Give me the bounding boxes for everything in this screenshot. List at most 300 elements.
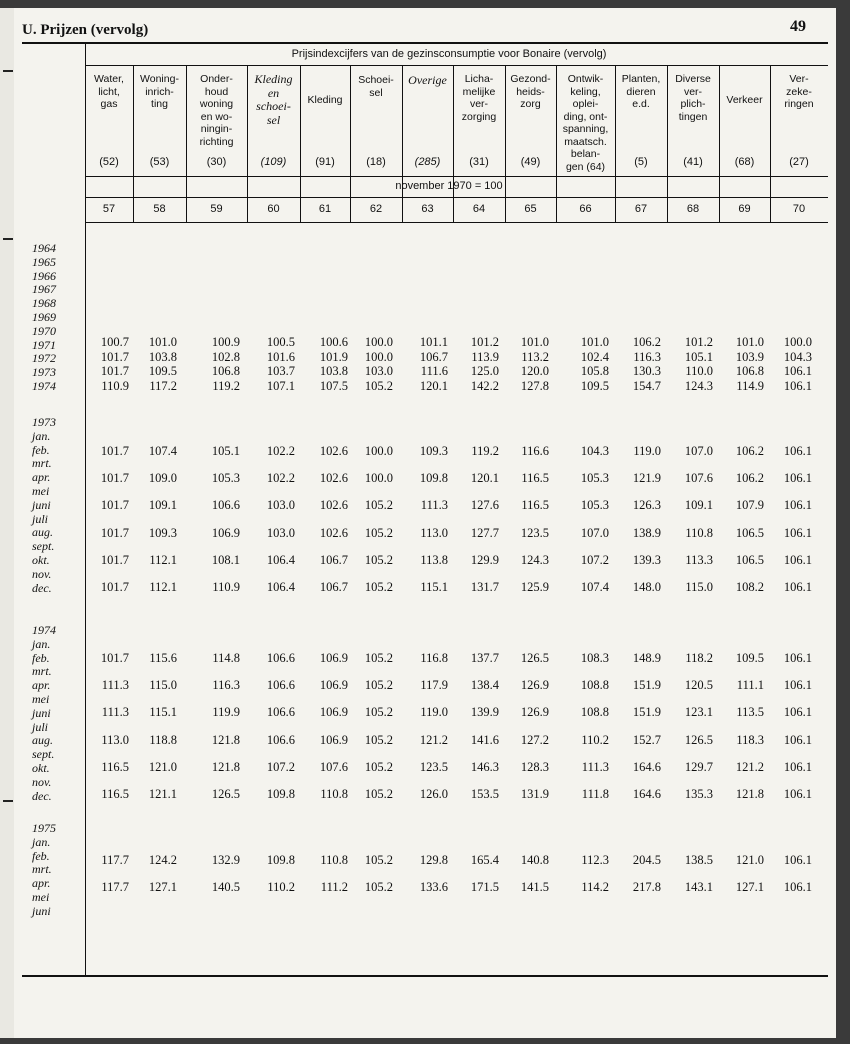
- table-cell: 106.1: [783, 678, 812, 693]
- column-number: 68: [686, 203, 700, 215]
- table-cell: 102.6: [319, 498, 348, 513]
- table-cell: 107.0: [684, 444, 713, 458]
- table-cell: 127.6: [470, 498, 499, 513]
- table-cell: 103.7: [266, 364, 295, 378]
- table-cell: 109.5: [580, 378, 609, 393]
- month-labels-1973: 1973 jan. feb. mrt. apr. mei juni juli aug. sept. okt. nov. dec.: [32, 415, 56, 595]
- table-cell: 129.8: [419, 853, 448, 867]
- table-cell: 115.0: [149, 678, 177, 693]
- table-cell: 105.2: [364, 498, 393, 513]
- table-cell: 106.6: [266, 705, 295, 720]
- table-cell: 151.9: [632, 705, 661, 720]
- table-cell: 101.0: [148, 335, 177, 349]
- column-header-label: Planten, dieren e.d.: [621, 73, 661, 110]
- table-cell: 101.7: [100, 471, 129, 486]
- column-weight: (30): [206, 156, 227, 168]
- table-row: [0, 379, 850, 393]
- column-number: 61: [318, 203, 332, 215]
- table-row: [0, 760, 850, 774]
- horizontal-rule: [22, 975, 828, 977]
- table-cell: 100.0: [364, 335, 393, 349]
- table-cell: 107.9: [735, 498, 764, 513]
- table-cell: 113.3: [685, 552, 713, 567]
- table-cell: 121.8: [735, 787, 764, 801]
- table-cell: 165.4: [470, 853, 499, 867]
- table-cell: 108.3: [580, 651, 609, 665]
- table-cell: 101.7: [100, 349, 129, 364]
- table-cell: 116.3: [633, 349, 661, 364]
- table-cell: 110.2: [581, 732, 609, 747]
- table-cell: 111.3: [581, 759, 609, 774]
- table-cell: 119.2: [212, 378, 240, 393]
- column-number: 58: [153, 203, 166, 215]
- table-cell: 131.9: [520, 787, 549, 801]
- table-cell: 103.0: [266, 498, 295, 513]
- table-cell: 101.7: [100, 364, 129, 378]
- table-cell: 107.1: [266, 378, 295, 393]
- column-divider: [719, 65, 720, 222]
- table-cell: 105.2: [364, 853, 393, 867]
- table-cell: 126.5: [211, 787, 240, 801]
- table-cell: 171.5: [470, 880, 499, 895]
- table-cell: 106.8: [211, 364, 240, 378]
- table-cell: 137.7: [470, 651, 499, 665]
- table-cell: 120.1: [470, 471, 499, 486]
- table-cell: 126.9: [520, 678, 549, 693]
- column-weight: (52): [99, 156, 119, 168]
- table-cell: 106.5: [735, 552, 764, 567]
- binding-mark: [3, 238, 13, 240]
- table-cell: 101.7: [100, 580, 129, 594]
- column-weight: (53): [149, 156, 170, 168]
- horizontal-rule: [85, 197, 828, 198]
- column-header-label: Gezond- heids- zorg: [510, 73, 551, 110]
- table-cell: 133.6: [419, 880, 448, 895]
- table-cell: 115.1: [420, 580, 448, 594]
- table-cell: 101.7: [100, 498, 129, 513]
- table-cell: 148.0: [632, 580, 661, 594]
- column-weight: (91): [315, 156, 335, 168]
- column-weight: (49): [520, 156, 541, 168]
- table-cell: 140.5: [211, 880, 240, 895]
- table-row: [0, 733, 850, 747]
- table-cell: 124.3: [684, 378, 713, 393]
- table-cell: 109.1: [684, 498, 713, 513]
- column-header-label: Diverse ver- plich- tingen: [675, 73, 711, 123]
- table-cell: 140.8: [520, 853, 549, 867]
- table-row: [0, 787, 850, 801]
- table-cell: 101.9: [319, 349, 348, 364]
- table-row: [0, 526, 850, 540]
- table-cell: 108.8: [580, 705, 609, 720]
- column-header-label: Verkeer: [726, 94, 763, 106]
- table-cell: 110.8: [320, 787, 348, 801]
- table-cell: 128.3: [520, 759, 549, 774]
- table-cell: 106.1: [783, 787, 812, 801]
- table-cell: 111.3: [101, 705, 129, 720]
- table-cell: 100.7: [100, 335, 129, 349]
- table-cell: 107.4: [148, 444, 177, 458]
- table-cell: 113.2: [521, 349, 549, 364]
- table-cell: 105.1: [684, 349, 713, 364]
- table-row: [0, 553, 850, 567]
- table-cell: 119.9: [212, 705, 240, 720]
- column-weight: (27): [789, 156, 809, 168]
- table-row: [0, 498, 850, 512]
- column-header-label: Woning- inrich- ting: [140, 73, 179, 110]
- table-row: [0, 705, 850, 719]
- table-cell: 127.8: [520, 378, 549, 393]
- table-cell: 117.7: [101, 880, 129, 895]
- table-cell: 100.0: [783, 335, 812, 349]
- column-weight: (41): [683, 156, 703, 168]
- table-cell: 106.1: [783, 580, 812, 594]
- table-cell: 106.7: [319, 552, 348, 567]
- table-cell: 107.2: [580, 552, 609, 567]
- table-cell: 114.9: [736, 378, 764, 393]
- table-cell: 106.2: [735, 444, 764, 458]
- table-cell: 105.2: [364, 525, 393, 540]
- table-cell: 101.0: [735, 335, 764, 349]
- table-cell: 106.7: [419, 349, 448, 364]
- page-number: 49: [790, 18, 806, 35]
- table-cell: 107.6: [319, 759, 348, 774]
- table-cell: 109.8: [419, 471, 448, 486]
- table-cell: 106.1: [783, 552, 812, 567]
- table-cell: 124.3: [520, 552, 549, 567]
- table-cell: 151.9: [632, 678, 661, 693]
- table-cell: 109.1: [148, 498, 177, 513]
- column-header-label: Onder- houd woning en wo- ningin- richting: [199, 73, 234, 148]
- column-header-label: Water, licht, gas: [94, 73, 124, 110]
- table-cell: 110.9: [212, 580, 240, 594]
- table-cell: 105.2: [364, 732, 393, 747]
- table-cell: 139.9: [470, 705, 499, 720]
- table-cell: 104.3: [783, 349, 812, 364]
- table-cell: 117.9: [420, 678, 448, 693]
- table-cell: 102.2: [266, 444, 295, 458]
- table-cell: 100.0: [364, 471, 393, 486]
- table-cell: 104.3: [580, 444, 609, 458]
- table-cell: 130.3: [632, 364, 661, 378]
- table-cell: 102.8: [211, 349, 240, 364]
- table-cell: 103.0: [364, 364, 393, 378]
- table-cell: 105.2: [364, 705, 393, 720]
- table-cell: 111.6: [420, 364, 448, 378]
- table-cell: 106.6: [266, 678, 295, 693]
- table-cell: 106.1: [783, 444, 812, 458]
- column-header-label: Schoei- sel: [358, 74, 394, 99]
- table-cell: 116.5: [521, 498, 549, 513]
- table-cell: 100.0: [364, 444, 393, 458]
- table-cell: 108.1: [211, 552, 240, 567]
- month-labels-1975: 1975 jan. feb. mrt. apr. mei juni: [32, 821, 56, 918]
- table-cell: 101.2: [684, 335, 713, 349]
- table-cell: 106.9: [211, 525, 240, 540]
- table-cell: 109.3: [148, 525, 177, 540]
- table-cell: 109.8: [266, 787, 295, 801]
- table-cell: 110.2: [267, 880, 295, 895]
- column-number: 60: [267, 203, 280, 215]
- table-cell: 102.6: [319, 471, 348, 486]
- table-cell: 123.5: [419, 759, 448, 774]
- table-cell: 106.1: [783, 759, 812, 774]
- table-cell: 148.9: [632, 651, 661, 665]
- table-cell: 106.2: [735, 471, 764, 486]
- table-cell: 102.2: [266, 471, 295, 486]
- table-cell: 106.9: [319, 705, 348, 720]
- table-cell: 141.6: [470, 732, 499, 747]
- table-cell: 106.5: [735, 525, 764, 540]
- table-row: [0, 350, 850, 364]
- table-cell: 103.9: [735, 349, 764, 364]
- table-cell: 126.5: [684, 732, 713, 747]
- table-cell: 132.9: [211, 853, 240, 867]
- table-cell: 129.9: [470, 552, 499, 567]
- table-cell: 116.6: [521, 444, 549, 458]
- table-cell: 109.8: [266, 853, 295, 867]
- table-cell: 146.3: [470, 759, 499, 774]
- column-weight: (18): [366, 156, 386, 168]
- table-cell: 111.3: [101, 678, 129, 693]
- table-cell: 105.3: [580, 498, 609, 513]
- table-cell: 106.7: [319, 580, 348, 594]
- table-cell: 152.7: [632, 732, 661, 747]
- column-header-label: Ver- zeke- ringen: [784, 73, 814, 110]
- table-cell: 107.6: [684, 471, 713, 486]
- table-cell: 138.4: [470, 678, 499, 693]
- table-cell: 106.6: [266, 651, 295, 665]
- table-cell: 164.6: [632, 759, 661, 774]
- table-cell: 110.9: [101, 378, 129, 393]
- table-cell: 125.0: [470, 364, 499, 378]
- table-cell: 109.5: [148, 364, 177, 378]
- table-cell: 113.8: [420, 552, 448, 567]
- table-cell: 127.7: [470, 525, 499, 540]
- column-number: 64: [472, 203, 486, 215]
- table-row: [0, 580, 850, 594]
- table-cell: 118.3: [736, 732, 764, 747]
- table-cell: 116.3: [212, 678, 240, 693]
- table-cell: 100.6: [319, 335, 348, 349]
- table-cell: 108.2: [735, 580, 764, 594]
- table-cell: 119.0: [420, 705, 448, 720]
- table-cell: 126.5: [520, 651, 549, 665]
- table-cell: 105.2: [364, 651, 393, 665]
- binding-mark: [3, 70, 13, 72]
- column-number: 66: [579, 203, 592, 215]
- table-cell: 106.1: [783, 705, 812, 720]
- column-weight: (285): [414, 156, 441, 168]
- table-cell: 103.8: [148, 349, 177, 364]
- table-cell: 100.9: [211, 335, 240, 349]
- table-cell: 106.1: [783, 471, 812, 486]
- table-cell: 138.9: [632, 525, 661, 540]
- table-cell: 120.0: [520, 364, 549, 378]
- table-cell: 121.1: [148, 787, 177, 801]
- table-cell: 109.5: [735, 651, 764, 665]
- table-cell: 119.2: [471, 444, 499, 458]
- table-cell: 109.3: [419, 444, 448, 458]
- horizontal-rule: [85, 222, 828, 223]
- table-cell: 106.1: [783, 651, 812, 665]
- table-cell: 126.0: [419, 787, 448, 801]
- column-number: 59: [210, 203, 223, 215]
- table-cell: 113.9: [471, 349, 499, 364]
- table-cell: 138.5: [684, 853, 713, 867]
- table-cell: 103.0: [266, 525, 295, 540]
- table-cell: 106.9: [319, 651, 348, 665]
- table-cell: 143.1: [684, 880, 713, 895]
- horizontal-rule: [22, 42, 828, 44]
- table-row: [0, 444, 850, 458]
- table-cell: 100.0: [364, 349, 393, 364]
- table-cell: 111.1: [736, 678, 764, 693]
- table-cell: 112.1: [149, 552, 177, 567]
- table-cell: 121.2: [419, 732, 448, 747]
- table-cell: 121.8: [211, 732, 240, 747]
- table-cell: 127.2: [520, 732, 549, 747]
- table-cell: 121.0: [735, 853, 764, 867]
- table-cell: 106.8: [735, 364, 764, 378]
- table-cell: 100.5: [266, 335, 295, 349]
- column-number: 69: [738, 203, 751, 215]
- table-cell: 110.8: [320, 853, 348, 867]
- table-cell: 103.8: [319, 364, 348, 378]
- table-cell: 101.7: [100, 444, 129, 458]
- table-cell: 109.0: [148, 471, 177, 486]
- table-row: [0, 678, 850, 692]
- table-cell: 118.2: [685, 651, 713, 665]
- table-cell: 106.6: [266, 732, 295, 747]
- column-divider: [402, 65, 403, 222]
- table-cell: 135.3: [684, 787, 713, 801]
- page-title: U. Prijzen (vervolg): [22, 22, 149, 38]
- column-weight: (5): [634, 156, 648, 168]
- table-cell: 106.6: [211, 498, 240, 513]
- column-number: 70: [792, 203, 806, 215]
- table-cell: 125.9: [520, 580, 549, 594]
- table-cell: 141.5: [520, 880, 549, 895]
- table-cell: 107.5: [319, 378, 348, 393]
- table-cell: 124.2: [148, 853, 177, 867]
- table-cell: 112.3: [581, 853, 609, 867]
- table-cell: 120.1: [419, 378, 448, 393]
- table-cell: 126.9: [520, 705, 549, 720]
- table-cell: 105.2: [364, 580, 393, 594]
- table-cell: 101.7: [100, 525, 129, 540]
- column-header-label: Overige: [408, 73, 447, 87]
- table-cell: 105.2: [364, 880, 393, 895]
- table-cell: 101.2: [470, 335, 499, 349]
- table-row: [0, 853, 850, 867]
- table-row: [0, 364, 850, 378]
- table-cell: 153.5: [470, 787, 499, 801]
- table-cell: 117.2: [149, 378, 177, 393]
- table-row: [0, 651, 850, 665]
- column-header-label: Licha- melijke ver- zorging: [461, 73, 497, 123]
- table-cell: 117.7: [101, 853, 129, 867]
- column-weight: (109): [260, 156, 287, 168]
- column-number: 57: [102, 203, 116, 215]
- table-cell: 105.2: [364, 378, 393, 393]
- year-labels: 1964 1965 1966 1967 1968 1969 1970 1971 1972 1973 1974: [32, 241, 56, 393]
- table-cell: 204.5: [632, 853, 661, 867]
- horizontal-rule: [85, 176, 828, 177]
- table-cell: 118.8: [149, 732, 177, 747]
- table-cell: 106.1: [783, 498, 812, 513]
- table-cell: 102.4: [580, 349, 609, 364]
- table-cell: 110.0: [685, 364, 713, 378]
- horizontal-rule: [85, 65, 828, 66]
- table-cell: 107.0: [580, 525, 609, 540]
- column-number: 67: [634, 203, 648, 215]
- table-cell: 105.2: [364, 552, 393, 567]
- table-cell: 106.1: [783, 853, 812, 867]
- table-cell: 107.2: [266, 759, 295, 774]
- table-cell: 164.6: [632, 787, 661, 801]
- column-number: 62: [369, 203, 383, 215]
- table-cell: 114.8: [212, 651, 240, 665]
- table-cell: 105.8: [580, 364, 609, 378]
- table-cell: 105.2: [364, 678, 393, 693]
- table-cell: 101.7: [100, 552, 129, 567]
- table-cell: 108.8: [580, 678, 609, 693]
- column-weight: (68): [734, 156, 755, 168]
- table-cell: 121.2: [735, 759, 764, 774]
- column-header-label: Kleding: [307, 94, 343, 106]
- table-cell: 101.7: [100, 651, 129, 665]
- table-cell: 101.1: [419, 335, 448, 349]
- table-cell: 106.1: [783, 364, 812, 378]
- table-cell: 105.2: [364, 759, 393, 774]
- table-cell: 114.2: [581, 880, 609, 895]
- table-cell: 106.1: [783, 525, 812, 540]
- table-cell: 101.0: [520, 335, 549, 349]
- table-cell: 105.3: [211, 471, 240, 486]
- table-cell: 121.0: [148, 759, 177, 774]
- column-divider: [300, 65, 301, 222]
- table-cell: 101.0: [580, 335, 609, 349]
- table-cell: 106.4: [266, 580, 295, 594]
- table-cell: 110.8: [685, 525, 713, 540]
- table-cell: 115.1: [149, 705, 177, 720]
- table-cell: 106.1: [783, 732, 812, 747]
- table-cell: 119.0: [633, 444, 661, 458]
- table-row: [0, 471, 850, 485]
- table-cell: 123.5: [520, 525, 549, 540]
- table-cell: 123.1: [684, 705, 713, 720]
- table-cell: 154.7: [632, 378, 661, 393]
- table-cell: 111.2: [320, 880, 348, 895]
- column-header-label: Ontwik- keling, oplei- ding, ont- spanning, maatsch. belan- gen (64): [562, 73, 609, 173]
- column-header-label: Kleding en schoei- sel: [254, 72, 293, 127]
- table-cell: 131.7: [470, 580, 499, 594]
- table-cell: 116.5: [521, 471, 549, 486]
- month-labels-1974: 1974 jan. feb. mrt. apr. mei juni juli aug. sept. okt. nov. dec.: [32, 623, 56, 803]
- table-cell: 107.4: [580, 580, 609, 594]
- table-cell: 106.9: [319, 732, 348, 747]
- table-cell: 105.2: [364, 787, 393, 801]
- table-cell: 116.8: [420, 651, 448, 665]
- table-cell: 142.2: [470, 378, 499, 393]
- column-number: 65: [524, 203, 537, 215]
- table-cell: 121.9: [632, 471, 661, 486]
- table-cell: 111.8: [581, 787, 609, 801]
- table-cell: 106.4: [266, 552, 295, 567]
- column-number: 63: [421, 203, 434, 215]
- table-cell: 127.1: [148, 880, 177, 895]
